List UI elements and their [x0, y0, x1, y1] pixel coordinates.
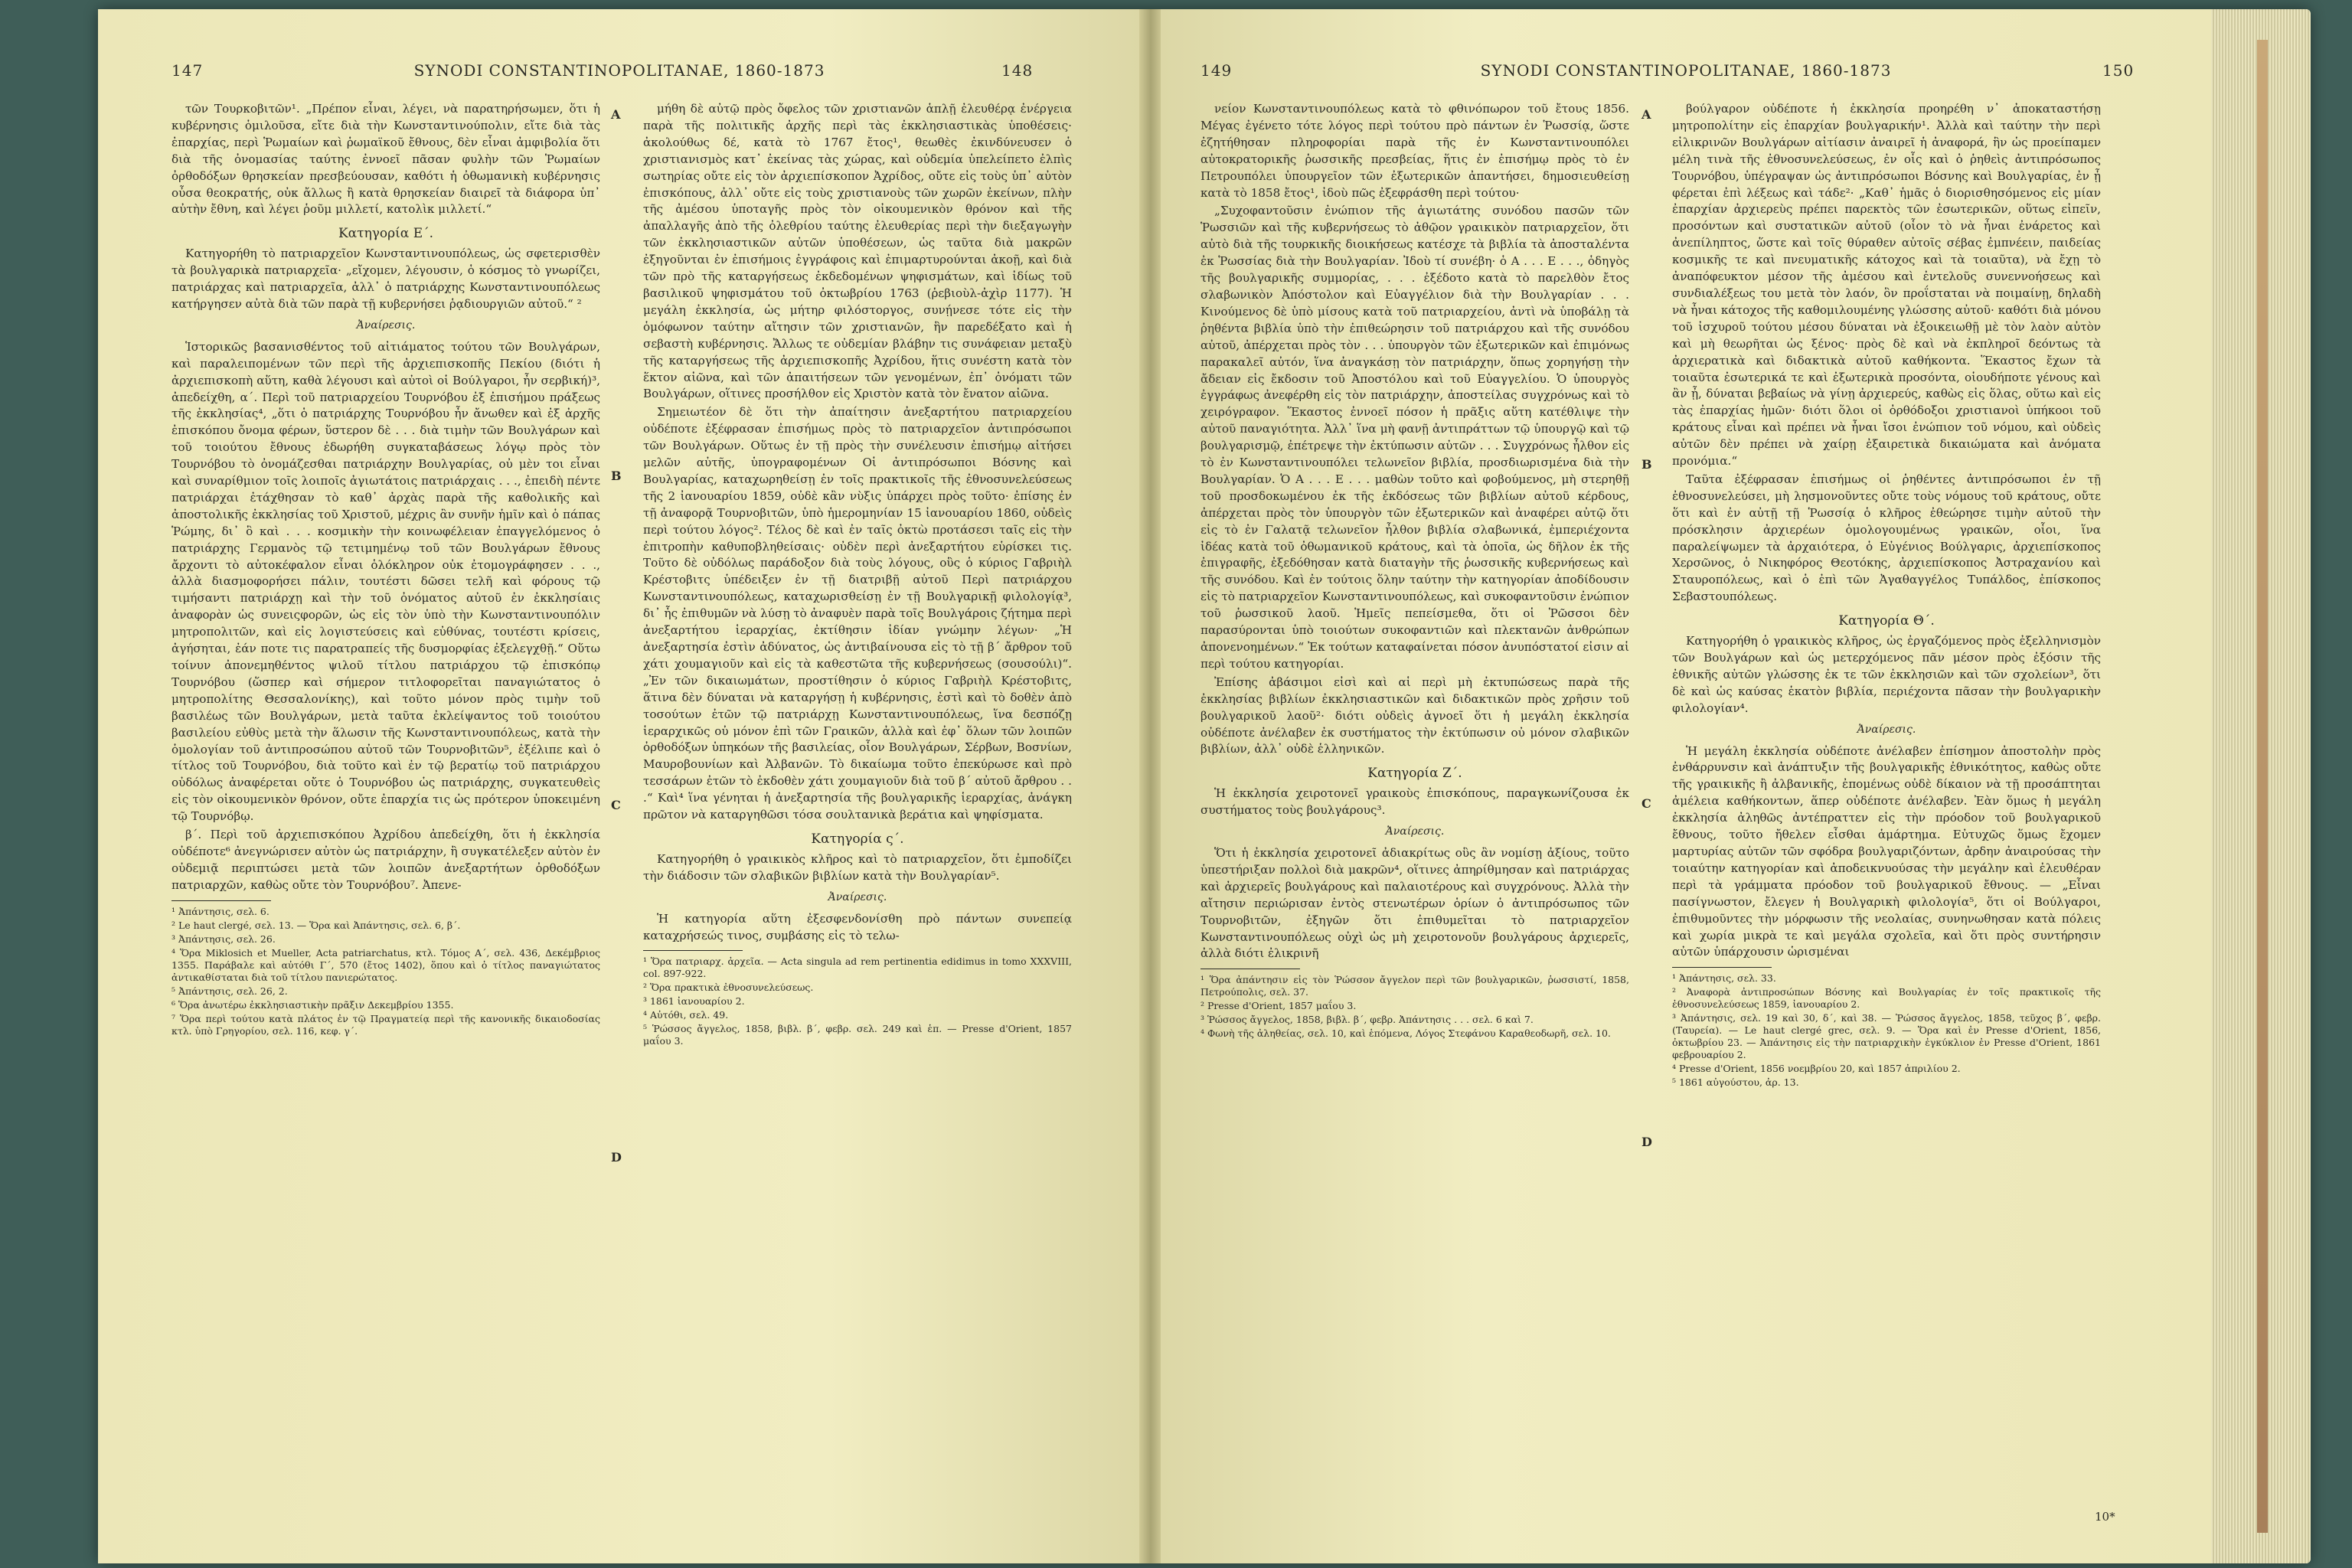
subheading: Ἀναίρεσις.	[1857, 723, 1916, 736]
margin-letter-b-right: B	[1642, 457, 1652, 472]
column-150	[1672, 101, 2101, 1479]
footnote: ⁴ Αὐτόθι, σελ. 49.	[643, 1009, 729, 1021]
section-heading: Κατηγορία Ε΄.	[338, 226, 434, 242]
margin-letter-b: B	[611, 469, 622, 483]
signature-mark: 10*	[2095, 1510, 2115, 1524]
footnote: ³ Ἀπάντησις, σελ. 26.	[172, 933, 276, 945]
footnote: ⁵ Ῥώσσος ἄγγελος, 1858, βιβλ. β΄, φεβρ. σελ. 249 καὶ ἑπ. — Presse d'Orient, 1857 μαΐου 3.	[643, 1023, 1072, 1047]
footnote: ¹ Ὅρα πατριαρχ. ἀρχεῖα. — Acta singula ad rem pertinentia edidimus in tomo XXXVIII, col. 897-922.	[643, 956, 1072, 980]
running-title-left: SYNODI CONSTANTINOPOLITANAE, 1860-1873	[413, 61, 825, 80]
footnote: ³ 1861 ἰανουαρίου 2.	[643, 995, 745, 1008]
page-header-left	[98, 61, 1141, 89]
paragraph: Ἡ μεγάλη ἐκκλησία οὐδέποτε ἀνέλαβεν ἐπίσημον ἀποστολὴν πρὸς ἐνθάρρυνσιν καὶ ἀνάπτυξιν τῆς βουλγαρικῆς ἐθνικότητος, καθὼς οὔτε τῆς γραικικῆς ἢ ἀλβανικῆς, ἐπομένως οὐδὲ δίκαιον νὰ τῇ προσάπτηται ἀμέλεια καθήκοντων, ἅπερ οὐδέποτε ἀνέλαβεν. Ἐὰν ὅμως ἡ μεγάλη ἐκκλησία ἀληθῶς ἀντέπραττεν εἰς τὴν πρόοδον τοῦ βουλγαρικοῦ ἔθνους, τοῦτο ἤθελεν εἶσθαι ἁμάρτημα. Εὐτυχῶς ὅμως ἔχομεν μαρτυρίας αὐτῶν τῶν σφόδρα βουλγαριζόντων, ἀρδην ἀναιρούσας τὴν τοιαύτην κατηγορίαν καὶ ἀποδεικνυούσας τὴν μεγάλην καὶ ἐλευθέραν περὶ τὰ γράμματα πρόοδον τοῦ βουλγαρικοῦ ἔθνους. — „Εἶναι πασίγνωστον, ἔλεγεν ἡ Βουλγαρικὴ φιλολογία⁵, ὅτι οἱ Βούλγαροι, ἐπιθυμοῦντες τὴν μόρφωσιν τῆς νεολαίας, συνηνωθησαν κατὰ πόλεις καὶ χωρία μικρὰ τε καὶ μεγάλα σχολεῖα, καὶ ὅτι πρὸς συντήρησιν αὐτῶν ὑπάρχουσιν ὡρισμέναι	[1672, 743, 2101, 959]
paragraph: β΄. Περὶ τοῦ ἀρχιεπισκόπου Ἀχρίδου ἀπεδείχθη, ὅτι ἡ ἐκκλησία οὐδέποτε⁶ ἀνεγνώρισεν αὐτὸν ὡς πατριάρχην, ἢ συγκατέλεξεν αὐτὸν ἐν οὐδεμιᾷ περιπτώσει μετὰ τῶν λοιπῶν ἀνεξαρτήτων ὀρθοδόξων πατριαρχῶν, καθὼς οὔτε τὸν Τουρνόβου⁷. Ἀπενε-	[172, 828, 600, 892]
footnote-separator	[172, 900, 271, 901]
page-header-right	[1161, 61, 2211, 89]
footnote: ¹ Ὅρα ἀπάντησιν εἰς τὸν Ῥώσσον ἄγγελον περὶ τῶν βουλγαρικῶν, ῥωσσιστί, 1858, Πετρούπολις, σελ. 37.	[1200, 974, 1629, 998]
left-page	[98, 9, 1141, 1563]
footnote: ¹ Ἀπάντησις, σελ. 6.	[172, 905, 270, 917]
paragraph: „Συχοφαντοῦσιν ἐνώπιον τῆς ἁγιωτάτης συνόδου πασῶν τῶν Ῥωσσιῶν καὶ τῆς κυβερνήσεως τὸ ἀθῷον γραικικὸν πατριαρχεῖον, ὅτι αὐτὸ διὰ τῆς τουρκικῆς διοικήσεως κατέσχε τὰ βιβλία τὰ ἀποσταλέντα ἐκ Ῥωσσίας διὰ τὴν Βουλγαρίαν. Ἰδοὺ τί συνέβη· ὁ Α . . . Ε . . ., ὁδηγὸς τῆς βουλγαρικῆς συμμορίας, . . . ἐξέδοτο κατὰ τὸ παρελθὸν ἔτος σλαβωνικὸν Ἀπόστολον καὶ Εὐαγγέλιον διὰ τὴν Βουλγαρίαν . . . Κινούμενος δὲ ὑπὸ μίσους κατὰ τοῦ πατριαρχείου, ἀντὶ νὰ ὑποβάλῃ τὰ ῥηθέντα βιβλία ὑπὸ τὴν ἐπιθεώρησιν τοῦ πατριάρχου καὶ τῆς συνόδου αὐτοῦ, ἀπέρχεται πρὸς τὸν . . . ὑπουργὸν τῶν ἐξωτερικῶν καὶ ἐπιμόνως παρακαλεῖ αὐτόν, ἵνα ἀναγκάσῃ τὸν πατριάρχην, ὅπως χορηγήσῃ τὴν ἄδειαν εἰς ἔκδοσιν τοῦ Ἀποστόλου καὶ τοῦ Εὐαγγελίου. Ὁ ὑπουργὸς ἐγγράφως ἀνεφέρθη εἰς τὸν πατριάρχην, ἀποστείλας συγχρόνως καὶ τὸ χειρόγραφον. Ἕκαστος ἐννοεῖ πόσον ἡ πρᾶξις αὕτη κατέθλιψε τὴν αὐτοῦ παναγιότητα. Ἀλλ᾿ ἵνα μὴ φανῇ ἀντιπράττων τῷ ὑπουργῷ καὶ τῷ βουλγαρισμῷ, ἐπέτρεψε τὴν ἐκτύπωσιν αὐτῶν . . . Συγχρόνως ἦλθον εἰς τὸ ἐν Κωνσταντινουπόλει τελωνεῖον βιβλία, προσδιωρισμένα διὰ τὴν Βουλγαρίαν. Ὁ Α . . . Ε . . . μαθὼν τοῦτο καὶ φοβούμενος, μὴ στερηθῇ τοῦ προσδοκωμένου ἐκ τῆς ἐκδόσεως τῶν βιβλίων αὐτοῦ κέρδους, ἀπέρχεται πρὸς τὸν ὑπουργὸν τῶν ἐξωτερικῶν καὶ ἀναφέρει αὐτῷ ὅτι εἰς τὸ ἐν Γαλατᾷ τελωνεῖον ἦλθον βιβλία σλαβωνικά, ἐμπεριέχοντα ἰδέας κατὰ τοῦ ὀθωμανικοῦ κράτους, καὶ τὰ ὁποῖα, ὡς δῆλον ἐκ τῆς ἐπιγραφῆς, ἐξεδόθησαν κατὰ διαταγὴν τῆς ῥωσσικῆς κυβερνήσεως καὶ τῆς συνόδου. Καὶ ἐν τούτοις ὅλην ταύτην τὴν κατηγορίαν ἀποδίδουσιν εἰς τὸ πατριαρχεῖον Κωνσταντινουπόλεως, καὶ συκοφαντοῦσιν ἐνώπιον τοῦ ῥωσσικοῦ λαοῦ. Ἡμεῖς πεπείσμεθα, ὅτι οἱ Ῥῶσσοι δὲν παρασύρονται ὑπὸ τοιούτων συκοφαντιῶν καὶ πλεκτανῶν ἀνθρώπων ἀπονενοημένων.“ Ἐκ τούτων καταφαίνεται πόσον ἀνυπόστατοί εἰσιν αἱ περὶ τούτου κατηγορίαι.	[1200, 204, 1629, 671]
footnote: ⁶ Ὅρα ἀνωτέρω ἐκκλησιαστικὴν πρᾶξιν Δεκεμβρίου 1355.	[172, 998, 454, 1011]
subheading: Ἀναίρεσις.	[356, 318, 416, 332]
footnote: ² Le haut clergé, σελ. 13. — Ὅρα καὶ Ἀπάντησις, σελ. 6, β΄.	[172, 919, 461, 931]
paragraph: Ἱστορικῶς βασανισθέντος τοῦ αἰτιάματος τούτου τῶν Βουλγάρων, καὶ παραλειπομένων τῶν περὶ τῆς ἀρχιεπισκοπῆς Πεκίου (διότι ἡ ἀρχιεπισκοπὴ αὕτη, καθὰ λέγουσι καὶ αὐτοὶ οἱ Βούλγαροι, ἦν σερβική)³, ἀπεδείχθη, α΄. Περὶ τοῦ πατριαρχείου Τουρνόβου ἐξ ἐπισήμου πράξεως τῆς ἐκκλησίας⁴, „ὅτι ὁ πατριάρχης Τουρνόβου ἦν ἄνωθεν καὶ ἐξ ἀρχῆς ἐπισκόπου ὄνομα φέρων, ὕστερον δὲ . . . διὰ τιμὴν τῶν Βουλγάρων καὶ τοῦ τοιούτου ἔθνους ἐδωρήθη συγκαταβάσεως λόγῳ πρὸς τὸν Τουρνόβου τὸ ὀνομάζεσθαι πατριάρχην Βουλγαρίας, οὐ μὲν τοι εἶναι καὶ συναρίθμιον τοῖς λοιποῖς ἀγιωτάτοις πατριάρχαις . . ., ἐπειδὴ πέντε πατριάρχαι ἐτάχθησαν τὸ καθ᾿ ἀρχὰς παρὰ τῆς καθολικῆς καὶ ἀποστολικῆς ἐκκλησίας τοῦ Χριστοῦ, μέχρις ἂν συνῆν ἡμῖν καὶ ὁ πάπας Ῥώμης, δι᾿ ὃ καὶ . . . κοσμικὴν τὴν κοινωφέλειαν ἐπαγγελόμενος ὁ πατριάρχης Γερμανὸς τῷ τετιμημένῳ τοῦ τῶν Βουλγάρων ἔθνους ἄρχοντι τὸ αὐτοκέφαλον εἶναι ὁλόκληρον οὐκ ἐτομογράφησεν . . ., ἀλλὰ διασμοφορήσει πάλιν, τουτέστι δῶσει τελῆ καὶ φόρους τῷ τιμήσαντι πατριάρχῃ καὶ τὴν τοῦ ὀνόματος αὐτοῦ ἐν ἐκκλησίαις ἀναφορὰν ὡς συνειςφορῶν, ὡς εἰς τὸν ὑπὸ τὴν Κωνσταντινουπόλιν μητροπολιτῶν, καὶ εἰς λογιστεύσεις καὶ εὐθύνας, τουτέστι κρίσεις, ἀγήσηται, ἐάν ποτε τις παρατραπείς τῆς δυσμορφίας ἐξελεγχθῇ.“ Οὕτω τοίνυν ἀπονεμηθέντος ψιλοῦ τίτλου πατριάρχου τῷ ἐπισκόπῳ Τουρνόβου (ὥσπερ καὶ σήμερον τιτλοφορεῖται παναγιώτατος ὁ μητροπολίτης Θεσσαλονίκης), καὶ τοῦτο μόνον πρὸς τιμὴν τοῦ βασιλέως τῶν Βουλγάρων, μετὰ ταῦτα ἐκλείψαντος τοῦ τοιούτου βασιλείου εὐθὺς μετὰ τὴν ἅλωσιν τῆς Κωνσταντινουπόλεως, κατὰ τὴν ὁμολογίαν τοῦ ἀντιπροσώπου αὐτοῦ τῶν Τουρνοβιτῶν⁵, ἐξέλιπε καὶ ὁ τίτλος τοῦ Τουρνόβου, διὰ τοῦτο καὶ ἐν τῷ βερατίῳ τοῦ πατριάρχου οὐδόλως ἀναφέρεται οὔτε ὁ Τουρνόβου ὡς πατριάρχης, συγκατευθεὶς εἰς τὸν οἰκουμενικὸν θρόνον, οὔτε ἐπαρχία τις ὡς πρότερον ὑποκειμένη τῷ Τουρνόβῳ.	[172, 339, 600, 824]
column-147	[172, 101, 600, 1479]
section-heading: Κατηγορία ς΄.	[811, 831, 904, 847]
paragraph: Ὅτι ἡ ἐκκλησία χειροτονεῖ ἀδιακρίτως οὓς ἂν νομίσῃ ἀξίους, τοῦτο ὑπεστήριξαν πολλοὶ διὰ μακρῶν⁴, οἵτινες ἀπηρίθμησαν καὶ πατριάρχας καὶ ἀρχιερεῖς βουλγάρους καὶ παλαιοτέρους καὶ συγχρόνους. Ἀλλὰ τὴν αἴτησιν περιώρισαν ἐντὸς στενωτέρων ὁρίων ὁ ἀντιπρόσωπος τῶν Τουρνοβιτῶν, ἐξηγῶν ὅτι ἐπιθυμεῖται τὸ πατριαρχεῖον Κωνσταντινουπόλεως οὐχὶ ὡς μὴ χειροτονοῦν βουλγάρους ἀρχιερεῖς, ἀλλὰ διότι ἐλικρινῆ	[1200, 845, 1629, 961]
footnote: ² Presse d'Orient, 1857 μαΐου 3.	[1200, 1000, 1357, 1012]
paragraph: τῶν Τουρκοβιτῶν¹. „Πρέπον εἶναι, λέγει, νὰ παρατηρήσωμεν, ὅτι ἡ κυβέρνησις ὁμιλοῦσα, εἴτε διὰ τὴν Κωνσταντινούπολιν, εἴτε διὰ τὰς ἐπαρχίας, περὶ Ῥωμαίων καὶ ῥωμαϊκοῦ ἔθνους, δὲν εἶναι ἀμφιβολία ὅτι διὰ τῆς ὀνομασίας ταύτης ἐννοεῖ πᾶσαν φυλὴν τῶν Ῥωμαίων ὀρθοδόξων θρησκείαν πρεσβεύουσαν, καθότι ἡ ὀθωμανικὴ κυβέρνησις οὖσα θεοκρατής, οὐκ ἄλλως ἢ κατὰ θρησκείαν διαιρεῖ τὰ διάφορα ὑπ᾿ αὐτὴν ἔθνη, καὶ λέγει ῥοῦμ μιλλετί, κατολὶκ μιλλετί.“	[172, 102, 600, 217]
footnote: ² Ὅρα πρακτικὰ ἐθνοσυνελεύσεως.	[643, 982, 814, 994]
paragraph: Ἐπίσης ἀβάσιμοι εἰσὶ καὶ αἱ περὶ μὴ ἐκτυπώσεως παρὰ τῆς ἐκκλησίας βιβλίων ἐκκλησιαστικῶν καὶ διδακτικῶν πρὸς χρῆσιν τοῦ βουλγαρικοῦ λαοῦ²· διότι οὐδεὶς ἀγνοεῖ ὅτι ἡ μεγάλη ἐκκλησία οὐδέποτε ἀνέλαβεν ἐκ συστήματος τὴν ἐκτύπωσιν οὐ μόνον σλαβικῶν βιβλίων, ἀλλ᾿ οὐδὲ ἑλληνικῶν.	[1200, 675, 1629, 756]
paragraph: Σημειωτέον δὲ ὅτι τὴν ἀπαίτησιν ἀνεξαρτήτου πατριαρχείου οὐδέποτε ἐξέφρασαν ἐπισήμως πρὸς τὸ πατριαρχεῖον ἀντιπρόσωποι τῶν Βουλγάρων. Οὕτως ἐν τῇ πρὸς τὴν συνέλευσιν ἐπισήμῳ αἰτήσει μελῶν αὐτῆς, ὑπογραφομένων Οἱ ἀντιπρόσωποι Βόσνης καὶ Βουλγαρίας, καταχωρηθείσῃ ἐν τοῖς πρακτικοῖς τῆς ἐθνοσυνελεύσεως τῆς 2 ἰανουαρίου 1859, οὐδὲ κἂν νὺξις ὑπάρχει πρὸς τοῦτο· ἐπίσης ἐν τῇ ἀναφορᾷ Τουρνοβιτῶν, ὑπὸ ἡμερομηνίαν 15 ἰανουαρίου 1860, οὐδεὶς περὶ τούτου λόγος². Τέλος δὲ καὶ ἐν ταῖς ὀκτὼ προτάσεσι ταῖς εἰς τὴν ἐπιτροπὴν καθυποβληθείσαις· οὐδὲν περὶ ἀνεξαρτήτου εὑρίσκει τις. Τοῦτο δὲ οὐδόλως παράδοξον διὰ τοὺς λόγους, οὓς ὁ κύριος Γαβριὴλ Κρέστοβιτς ὑπέδειξεν ἐν τῇ διατριβῇ αὐτοῦ Περὶ πατριάρχου Κωνσταντινουπόλεως, καταχωρισθείσῃ ἐν τῇ Βουλγαρικῇ φιλολογίᾳ³, δι᾿ ἧς ἐπιθυμῶν νὰ λύσῃ τὸ ἀναφυὲν παρὰ τοῖς Βουλγάροις ζήτημα περὶ ἀνεξαρτήτου ἱεραρχίας, ἐκτίθησιν ἰδίαν γνώμην λέγων· „Ἡ ἀνεξαρτησία ἐστὶν ἀδύνατος, ὡς ἀντιβαίνουσα εἰς τὸ τῇ β΄ ἄρθρον τοῦ χάτι χουμαγιοῦν καὶ εἰς τὰ καθεστῶτα τῆς κυβερνήσεως (σουσούλι)“. „Ἐν τῶν δικαιωμάτων, προστίθησιν ὁ κύριος Γαβριὴλ Κρέστοβιτς, ἅτινα δὲν δύναται νὰ καταργήσῃ ἡ κυβέρνησις, ἐστὶ καὶ τὸ δοθὲν ἀπὸ τοσούτων ἐτῶν τῷ πατριάρχῃ Κωνσταντινουπόλεως, ἵνα δεσπόζῃ ἱεραρχικῶς οὐ μόνον ἐπὶ τῶν Γραικῶν, ἀλλὰ καὶ ἐφ᾿ ὅλων τῶν λοιπῶν ὀρθοδόξων ὑπηκόων τῆς βασιλείας, οἷον Βουλγάρων, Σέρβων, Βοσνίων, Μαυροβουνίων καὶ Ἀλβανῶν. Τὸ δικαίωμα τοῦτο ἐπεκύρωσε καὶ πρὸ τεσσάρων ἐτῶν τὸ ἐκδοθὲν χάτι χουμαγιοῦν διὰ τοῦ β΄ αὐτοῦ ἄρθρου . . .“ Καὶ⁴ ἵνα γένηται ἡ ἀνεξαρτησία τῆς βουλγαρικῆς ἱεραρχίας, ἀνάγκη πρῶτον νὰ καταργηθῶσι τόσα σουλτανικὰ βεράτια καὶ ψηφίσματα.	[643, 405, 1072, 822]
footnote: ² Ἀναφορὰ ἀντιπροσώπων Βόσνης καὶ Βουλγαρίας ἐν τοῖς πρακτικοῖς τῆς ἐθνοσυνελεύσεως 1859, ἰανουαρίου 2.	[1672, 986, 2101, 1011]
paragraph: Κατηγορήθη ὁ γραικικὸς κλῆρος καὶ τὸ πατριαρχεῖον, ὅτι ἐμποδίζει τὴν διάδοσιν τῶν σλαβικῶν βιβλίων κατὰ τὴν Βουλγαρίαν⁵.	[643, 851, 1072, 883]
margin-letter-d: D	[611, 1150, 622, 1165]
page-edges	[2211, 9, 2311, 1563]
footnote: ⁴ Φωνὴ τῆς ἀληθείας, σελ. 10, καὶ ἑπόμενα, Λόγος Στεφάνου Καραθεοδωρῆ, σελ. 10.	[1200, 1027, 1611, 1040]
footnote: ⁵ 1861 αὐγούστου, ἀρ. 13.	[1672, 1076, 1799, 1089]
section-heading: Κατηγορία Θ΄.	[1838, 613, 1935, 629]
footnote: ⁴ Presse d'Orient, 1856 νοεμβρίου 20, καὶ 1857 ἀπριλίου 2.	[1672, 1063, 1961, 1075]
subheading: Ἀναίρεσις.	[828, 890, 887, 903]
paragraph: Ἡ ἐκκλησία χειροτονεῖ γραικοὺς ἐπισκόπους, παραγκωνίζουσα ἐκ συστήματος τοὺς βουλγάρους³.	[1200, 786, 1629, 818]
open-book	[98, 9, 2311, 1563]
paragraph: βούλγαρον οὐδέποτε ἡ ἐκκλησία προηρέθη ν᾿ ἀποκαταστήσῃ μητροπολίτην εἰς ἐπαρχίαν βουλγαρικήν¹. Ἀλλὰ καὶ ταύτην τὴν περὶ εἰλικρινῶν Βουλγάρων αἰτίασιν ἀναιρεῖ ἡ ἀναφορά, ἣν ὡς προείπαμεν μέλη τινὰ τῆς ἐθνοσυνελεύσεως, ἐν οἷς καὶ ὁ ῥηθεὶς ἀντιπρόσωπος Τουρνόβου, ὑπέγραψαν ὡς ἀντιπρόσωποι Βόσνης καὶ Βουλγαρίας, ἐν ᾗ φέρεται ἐπὶ λέξεως καὶ τάδε²· „Καθ᾿ ἡμᾶς ὁ διορισθησόμενος εἰς μίαν ἐπαρχίαν ἀρχιερεὺς πρέπει παρεκτὸς τῶν ἐσωτερικῶν, οὕτως εἰπεῖν, προσόντων καὶ συστατικῶν αὐτοῦ (οἷον τὸ νὰ ἦναι ἐνάρετος καὶ ἀνεπίληπτος, ὥστε καὶ τοῖς θύραθεν αὐτοῖς σέβας ἐμπνέειν, παιδείας κοσμικῆς τε καὶ πνευματικῆς κάτοχος καὶ τὰ τοιαῦτα), νὰ ἔχῃ τὸ ἀναπόφευκτον μέσον τῆς ἀμέσου καὶ ἐντελοῦς συνεννοήσεως καὶ συνδιαλέξεως του μετὰ τὸν λαόν, ὃν προΐσταται νὰ ποιμαίνῃ, δηλαδὴ νὰ ἦναι κάτοχος τῆς καθομιλουμένης γλώσσης αὐτοῦ· καθότι διὰ μόνου τοῦ ἰσχυροῦ τούτου μέσου δύναται νὰ ἐξοικειωθῇ μὲ τὸν λαὸν αὐτὸν καὶ μὴ θεωρῆται ὡς ξένος· πρὸς δὲ καὶ νὰ ἐκπληροῖ δεόντως τὰ ἀρχιερατικὰ καὶ διδακτικὰ αὐτοῦ καθήκοντα. Ἕκαστος ἔχων τὰ τοιαῦτα ἐσωτερικά τε καὶ ἐξωτερικὰ προσόντα, οἱουδήποτε γένους καὶ ἂν ᾖ, δύναται βεβαίως νὰ γίνῃ ἀρχιερεύς, καθὼς εἰς ὅλας, οὕτω καὶ εἰς τὰς ἐπαρχίας ἡμῶν· διότι ὅλοι οἱ ὀρθόδοξοι χριστιανοὶ ὑπήκοοι τοῦ κράτους εἶναι καὶ πρέπει νὰ ἦναι ἴσοι ἐνώπιον τοῦ νόμου, καὶ οὐδεὶς αὐτῶν δὲν πρέπει νὰ χαίρῃ ἐξαιρετικὰ δικαιώματα καὶ ἀνόματα προνόμια.“	[1672, 102, 2101, 469]
paragraph: νείον Κωνσταντινουπόλεως κατὰ τὸ φθινόπωρον τοῦ ἔτους 1856. Μέγας ἐγένετο τότε λόγος περὶ τούτου πρὸ πάντων ἐν Ῥωσσίᾳ, ὥστε ἐζητήθησαν πληροφορίαι παρὰ τῆς ἐν Κωνσταντινουπόλει αὐτοκρατορικῆς ῥωσσικῆς πρεσβείας, ἥτις ἐν ἐπισήμῳ πρὸς τὸ ἐν Πετρουπόλει ὑπουργεῖον τῶν ἐξωτερικῶν ἀπαντήσει, δημοσιευθείσῃ κατὰ τὸ 1858 ἔτος¹, ἰδοὺ πῶς ἐξεφράσθη περὶ τούτου·	[1200, 102, 1629, 200]
page-number-150: 150	[2102, 61, 2135, 80]
footnote: ¹ Ἀπάντησις, σελ. 33.	[1672, 972, 1776, 985]
paragraph: μήθη δὲ αὐτῷ πρὸς ὄφελος τῶν χριστιανῶν ἁπλῇ ἐλευθέρᾳ ἐνέργεια παρὰ τῆς πολιτικῆς ἀρχῆς περὶ τὰς ἐκκλησιαστικὰς ὑποθέσεις· ἀκολούθως δέ, κατὰ τὸ 1767 ἔτος¹, θεωθὲς ἐκινδύνευσεν ὁ χριστιανισμὸς κατ᾿ ἐκείνας τὰς χώρας, καὶ οὐδεμία ὑπελείπετο ἐλπὶς σωτηρίας οὔτε εἰς τὸν ἀρχιεπίσκοπον Ἀχρίδος, οὔτε εἰς τοὺς ὑπ᾿ αὐτὸν ἐπισκόπους, ἀλλ᾿ οὔτε εἰς τοὺς χριστιανοὺς τῶν χωρῶν ἐκείνων, πλὴν τῆς ἀμέσου ὑποταγῆς πρὸς τὸν οἰκουμενικὸν θρόνον καὶ τῆς ἀπαλλαγῆς ἀπὸ τῆς ὀλεθρίου ταύτης ἐλευθερίας περὶ τὴν διεξαγωγὴν τῶν ἐκκλησιαστικῶν αὐτῶν ὑποθέσεων, ὡς ταῦτα διὰ μακρῶν ἐξηγοῦνται ἐν ἐπισήμοις ἐγγράφοις καὶ ἐπιμαρτυρούνται ἀκοῇ, καὶ διὰ τῶν πρὸ τῆς καταργήσεως ἐκδεδομένων ψηφισμάτων, καὶ ἰδίως τοῦ βασιλικοῦ ψηφισμάτου τοῦ ὀκτωβρίου 1763 (ῥεβιοὺλ-ἀχὶρ 1177). Ἡ μεγάλη ἐκκλησία, ὡς μήτηρ φιλόστοργος, συνῄνεσε τότε εἰς τὴν ὁμόφωνον ταύτην αἴτησιν τῶν χριστιανῶν, ἣν παρεδέξατο καὶ ἡ σεβαστὴ κυβέρνησις. Ἄλλως τε οὐδεμίαν βλάβην τις συνάφειαν μεταξὺ τῆς καταργήσεως τῆς ἀρχιεπισκοπῆς Ἀχρίδου, ἥτις συνέστη κατὰ τὸν ἕκτον αἰῶνα, καὶ τῶν ἀπαιτήσεων τῶν γενομένων, ἐπ᾿ ὀνόματι τῶν Βουλγάρων, οἵτινες προσήλθον εἰς Χριστὸν κατὰ τὸν ἔνατον αἰῶνα.	[643, 102, 1072, 401]
subheading: Ἀναίρεσις.	[1385, 825, 1445, 838]
page-number-148: 148	[1001, 61, 1034, 80]
footnote: ³ Ἀπάντησις, σελ. 19 καὶ 30, δ΄, καὶ 38. — Ῥώσσος ἄγγελος, 1858, τεῦχος β΄, φεβρ. (Ταυρεία). — Le haut clergé grec, σελ. 9. — Ὅρα καὶ ἐν Presse d'Orient, 1856, ὀκτωβρίου 23. — Ἀπάντησις εἰς τὴν πατριαρχικὴν ἐγκύκλιον ἐν Presse d'Orient, 1861 φεβρουαρίου 2.	[1672, 1012, 2101, 1061]
paragraph: Κατηγορήθη τὸ πατριαρχεῖον Κωνσταντινουπόλεως, ὡς σφετερισθὲν τὰ βουλγαρικὰ πατριαρχεῖα· „εἴχομεν, λέγουσιν, ὁ κόσμος τὸ γνωρίζει, πατριάρχας καὶ πατριαρχεῖα, ἀλλ᾿ ὁ πατριάρχης Κωνσταντινουπόλεως κατήργησεν αὐτὰ διὰ τῶν παρὰ τῇ κυβερνήσει ῥᾳδιουργιῶν αὐτοῦ.“ ²	[172, 247, 600, 311]
page-number-149: 149	[1200, 61, 1233, 80]
page-number-147: 147	[172, 61, 204, 80]
footnote-separator	[643, 950, 743, 951]
section-heading: Κατηγορία Ζ΄.	[1367, 766, 1462, 782]
footnote: ⁴ Ὅρα Miklosich et Mueller, Acta patriarchatus, κτλ. Τόμος Α΄, σελ. 436, Δεκέμβριος 1355. Παράβαλε καὶ αὐτόθι Γ΄, 570 (ἔτος 1402), ὅπου καὶ ὁ τίτλος παναγιώτατος ἀντικαθίσταται διὰ τοῦ τίτλου πανιερώτατος.	[172, 946, 600, 983]
footnote-separator	[1672, 967, 1772, 968]
margin-letter-a-right: A	[1642, 107, 1651, 122]
right-page	[1161, 9, 2211, 1563]
margin-letter-c: C	[611, 798, 621, 812]
book-gutter	[1139, 9, 1162, 1563]
margin-letter-d-right: D	[1642, 1135, 1652, 1149]
footnote: ⁷ Ὅρα περὶ τούτου κατὰ πλάτος ἐν τῷ Πραγματείᾳ περὶ τῆς κανονικῆς δικαιοδοσίας κτλ. ὑπὸ Γρηγορίου, σελ. 116, κεφ. γ΄.	[172, 1012, 600, 1037]
margin-letter-a: A	[611, 107, 621, 122]
column-148	[643, 101, 1072, 1479]
column-149	[1200, 101, 1629, 1479]
running-title-right: SYNODI CONSTANTINOPOLITANAE, 1860-1873	[1480, 61, 1892, 80]
paragraph: Κατηγορήθη ὁ γραικικὸς κλῆρος, ὡς ἐργαζόμενος πρὸς ἐξελληνισμὸν τῶν Βουλγάρων καὶ ὡς μετερχόμενος πᾶν μέσον πρὸς ἐξόσιν τῆς ἐθνικῆς αὐτῶν γλώσσης ἐκ τε τῶν ἐκκλησιῶν καὶ τῶν σχολείων³, ὅτι δὲ καὶ ὡς καύσας ἑκατὸν βιβλία, περιέχοντα πᾶσαν τὴν βουλγαρικὴν φιλολογίαν⁴.	[1672, 634, 2101, 715]
margin-letter-c-right: C	[1642, 796, 1651, 811]
paragraph: Ταῦτα ἐξέφρασαν ἐπισήμως οἱ ῥηθέντες ἀντιπρόσωποι ἐν τῇ ἐθνοσυνελεύσει, μὴ λησμονοῦντες οὔτε τοὺς νόμους τοῦ κράτους, οὔτε ὅτι καὶ ἐν αὐτῇ τῇ Ῥωσσίᾳ ὁ κλῆρος ἐθεώρησε τιμὴν αὐτοῦ τὴν πρόσκλησιν ἀρχιερέων ὁμολογουμένως γραικῶν, οἷοι, ἵνα παραλείψωμεν τὰ ἀρχαιότερα, ὁ Εὐγένιος Βούλγαρις, ἀρχιεπίσκοπος Χερσῶνος, ὁ Νικηφόρος Θεοτόκης, ἀρχιεπίσκοπος Ἀστραχανίου καὶ Σταυροπόλεως, καὶ ὁ ἐπὶ τῶν Ἀγαθαγγέλος Τυπάλδος, ἐπίσκοπος Σεβαστουπόλεως.	[1672, 472, 2101, 604]
footnote: ⁵ Ἀπάντησις, σελ. 26, 2.	[172, 985, 288, 997]
footnote: ³ Ῥώσσος ἄγγελος, 1858, βιβλ. β΄, φεβρ. Ἀπάντησις . . . σελ. 6 καὶ 7.	[1200, 1014, 1534, 1026]
paragraph: Ἡ κατηγορία αὕτη ἐξεσφενδονίσθη πρὸ πάντων συνεπείᾳ καταχρήσεώς τινος, συμβάσης εἰς τὸ τελω-	[643, 911, 1072, 942]
